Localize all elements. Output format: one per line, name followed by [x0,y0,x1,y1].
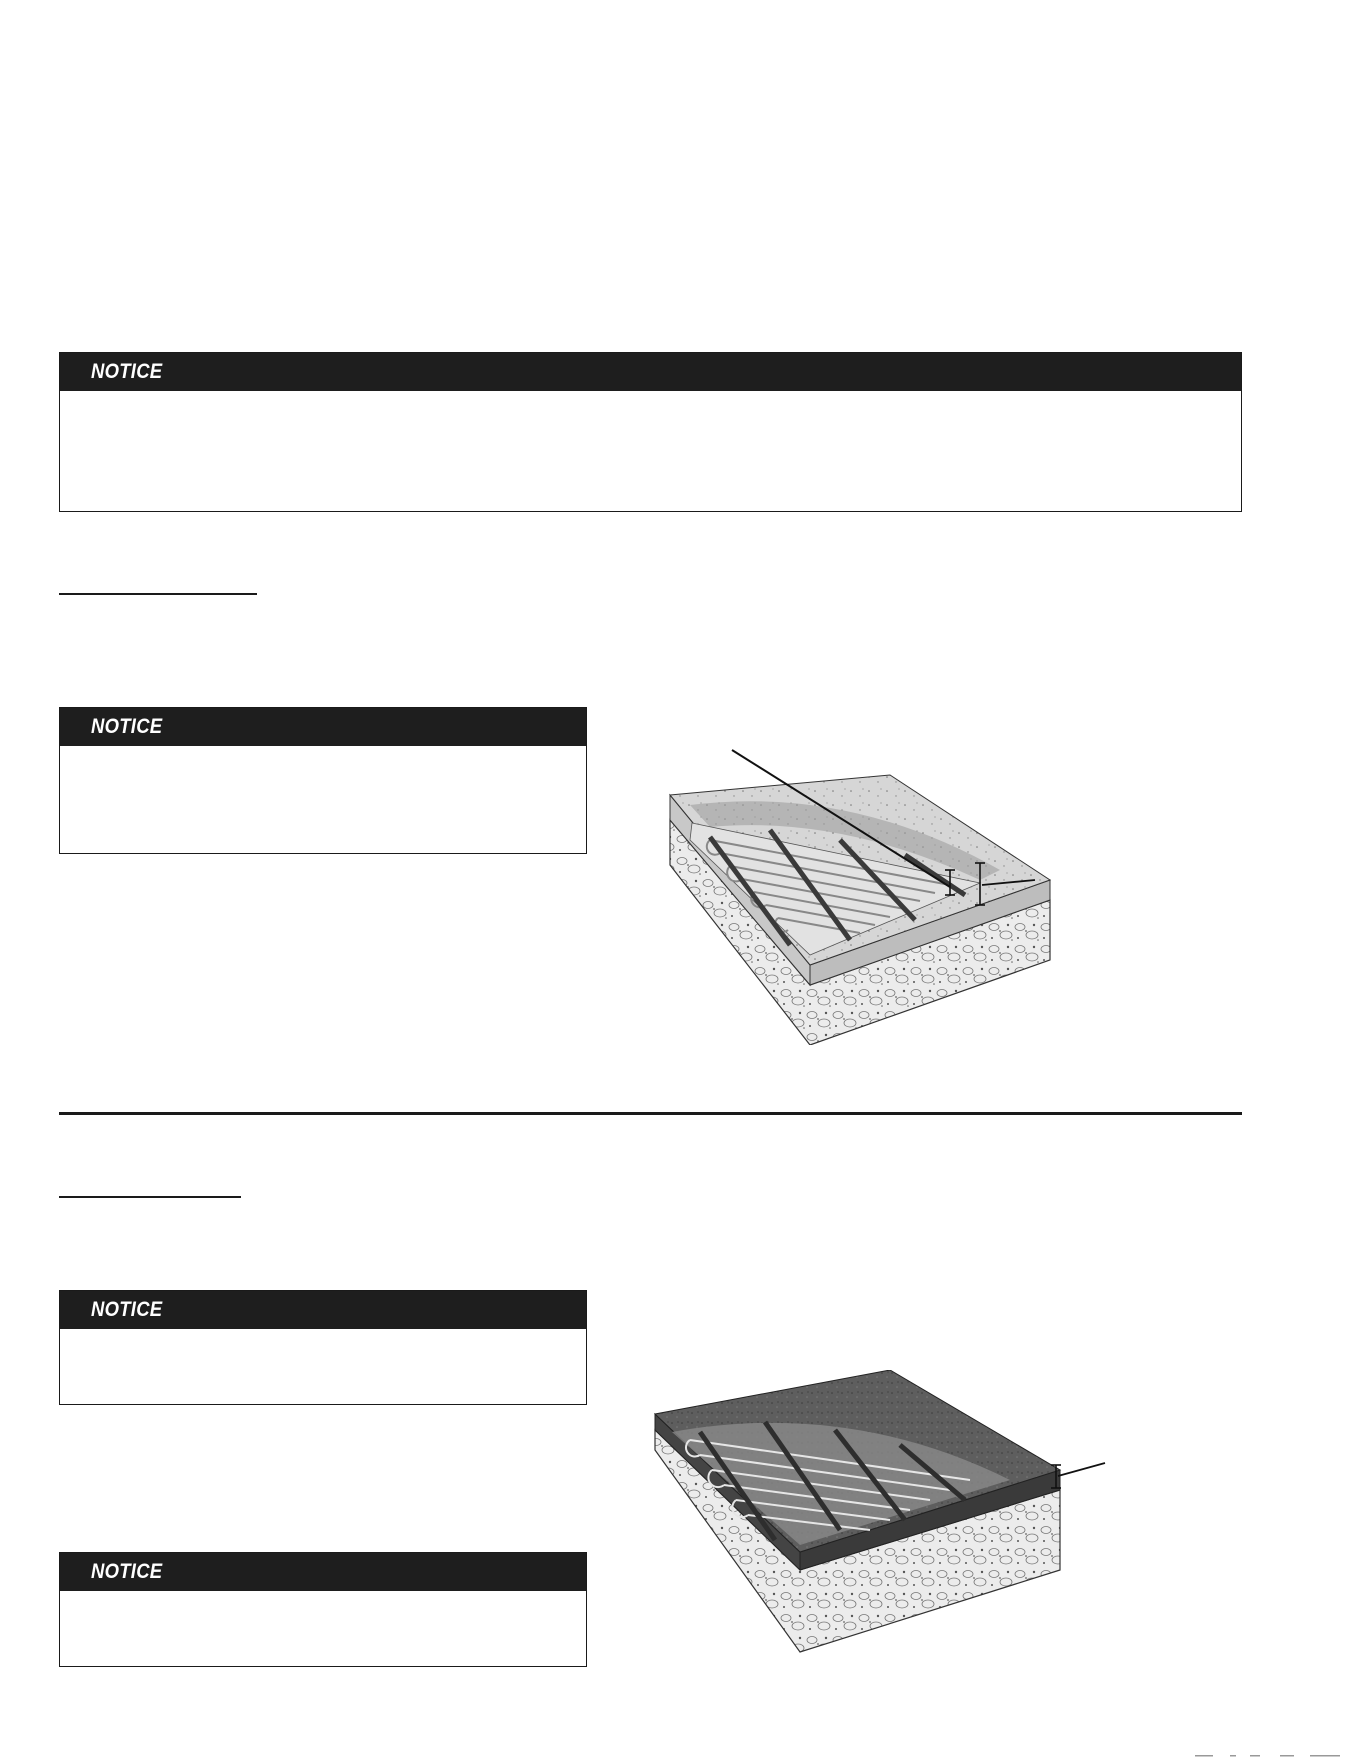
membrane-with-cable-figure [650,1370,1120,1660]
notice-header-bar [60,1553,586,1591]
bottom-edge-marks [1190,1752,1360,1760]
notice-label: NOTICE [91,715,163,738]
notice-label: NOTICE [91,1298,163,1321]
notice-box-1 [59,352,1242,512]
notice-header-bar [60,708,586,746]
notice-label: NOTICE [91,360,163,383]
notice-box-4 [59,1552,587,1667]
slab-with-cable-figure [650,745,1110,1045]
section-heading-underline-1 [59,593,257,595]
section-divider [59,1112,1242,1115]
notice-header-bar [60,1291,586,1329]
leader-line-depth [1058,1463,1105,1476]
notice-label: NOTICE [91,1560,163,1583]
notice-box-2 [59,707,587,854]
notice-header-bar [60,353,1241,391]
notice-box-3 [59,1290,587,1405]
section-heading-underline-2 [59,1196,241,1198]
